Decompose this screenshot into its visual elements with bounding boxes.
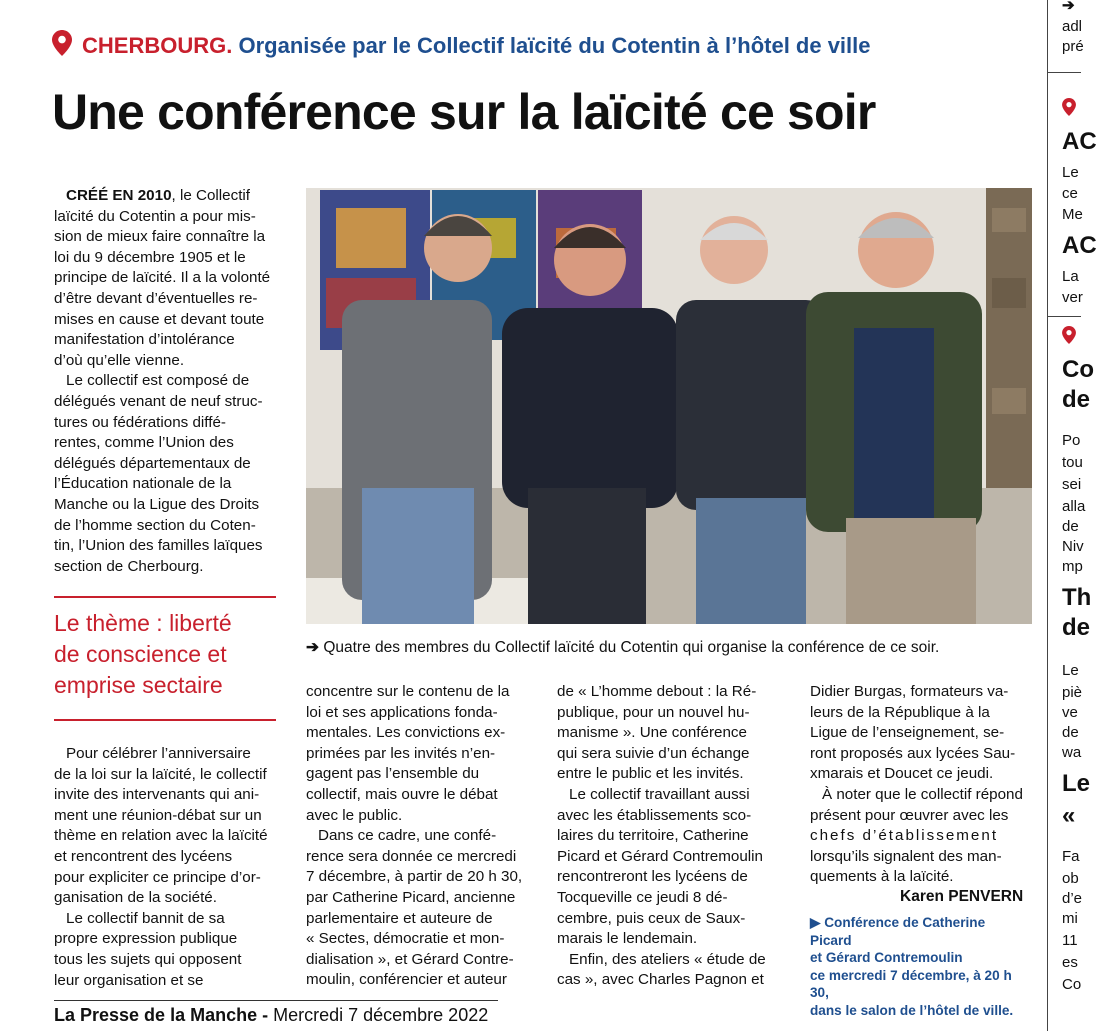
divider — [1048, 316, 1081, 317]
headline: Une conférence sur la laïcité ce soir — [52, 84, 876, 140]
photo-illustration — [306, 188, 1032, 624]
paragraph-4: Le collectif bannit de sa propre expression publique tous les sujets qui opposent leur organisation et se — [54, 909, 242, 989]
arrow-right-icon: ➔ — [306, 639, 319, 656]
paragraph-1: CRÉÉ EN 2010, le Collectif laïcité du Cotentin a pour mis- sion de mieux faire connaître la loi du 9 décembre 1905 et le principe de laïcité. Il a la volonté d’être devant d’éventuelles re- mises en cause et devant toute manifestation d’intolérance d’où qu’elle vienne. — [54, 187, 271, 369]
paragraph-10: Didier Burgas, formateurs va- leurs de la République à la Ligue de l’enseignement, se- ront proposés aux lycées Sau- xmarais et Doucet ce jeudi. — [810, 683, 1016, 783]
arrow-fragment: ➔ — [1062, 0, 1075, 14]
kicker-city: CHERBOURG. — [82, 33, 233, 58]
article-column-1-top — [54, 186, 276, 577]
author-byline: Karen PENVERN — [900, 888, 1024, 905]
article-column-4 — [810, 682, 1032, 888]
article-photo — [306, 188, 1032, 624]
subheading-theme: Le thème : liberté de conscience et emprise sectaire — [54, 596, 276, 721]
lead-in: CRÉÉ EN 2010 — [66, 187, 172, 204]
kicker-subtitle: Organisée par le Collectif laïcité du Cotentin à l’hôtel de ville — [238, 33, 871, 58]
divider — [1048, 72, 1081, 73]
paragraph-11: À noter que le collectif répond présent pour œuvrer avec les chefs d’établissement lorsqu’ils signalent des man- quements à la laïcité. — [810, 785, 1023, 886]
article-column-2 — [306, 682, 528, 991]
location-pin-icon — [52, 30, 72, 62]
location-pin-icon — [1062, 98, 1076, 121]
event-info-box: ▶ Conférence de Catherine Picard et Gérard Contremoulin ce mercredi 7 décembre, à 20 h 30, dans le salon de l’hôtel de ville. — [810, 915, 1014, 1018]
photo-caption: ➔ Quatre des membres du Collectif laïcité du Cotentin qui organise la conférence de ce soir. — [306, 639, 940, 656]
location-pin-icon — [1062, 326, 1076, 349]
page-footer — [54, 1000, 498, 1026]
article-column-3 — [557, 682, 779, 991]
publication-date: Mercredi 7 décembre 2022 — [273, 1005, 489, 1025]
paragraph-8: Le collectif travaillant aussi avec les établissements sco- laires du territoire, Catherine Picard et Gérard Contremoulin rencontreront les lycéens de Tocqueville ce jeudi 8 dé- cembre, puis ceux de Saux- marais le lendemain. — [557, 785, 763, 948]
paragraph-9: Enfin, des ateliers « étude de cas », avec Charles Pagnon et — [557, 950, 766, 989]
kicker — [52, 30, 871, 62]
paragraph-6: Dans ce cadre, une confé- rence sera donnée ce mercredi 7 décembre, à partir de 20 h 30, par Catherine Picard, ancienne parlementaire et auteure de « Sectes, démocratie et mon- dialisation », et Gérard Contre- moulin, conférencier et auteur — [306, 827, 523, 989]
paragraph-3: Pour célébrer l’anniversaire de la loi sur la laïcité, le collectif invite des intervenants qui ani- ment une réunion-débat sur un thème en relation avec la laïcité et rencontrent des lycéens pour expliciter ce principe d’or- ganisation de la société. — [54, 745, 268, 907]
adjacent-article-fragment: ➔ adl pré AC Le ce Me AC La ver Co de Po tou sei alla de Niv mp Th de Le piè ve de wa Le « Fa ob d’e mi 11 es Co — [1047, 0, 1081, 1031]
paragraph-2: Le collectif est composé de délégués venant de neuf struc- tures ou fédérations diffé- rentes, comme l’Union des délégués départementaux de l’Éducation nationale de la Manche ou la Ligue des Droits de l’homme section du Coten- tin, l’Union des familles laïques section de Cherbourg. — [54, 372, 263, 575]
paragraph-5: concentre sur le contenu de la loi et ses applications fonda- mentales. Les convictions ex- primées par les invités n’en- gagent pas l’ensemble du collectif, mais ouvre le débat avec le public. — [306, 683, 510, 824]
publication-name: La Presse de la Manche - — [54, 1005, 269, 1025]
article-column-1-bottom — [54, 744, 276, 991]
paragraph-7: de « L’homme debout : la Ré- publique, pour un nouvel hu- manisme ». Une conférence qui sera suivie d’un échange entre le public et les invités. — [557, 683, 757, 783]
